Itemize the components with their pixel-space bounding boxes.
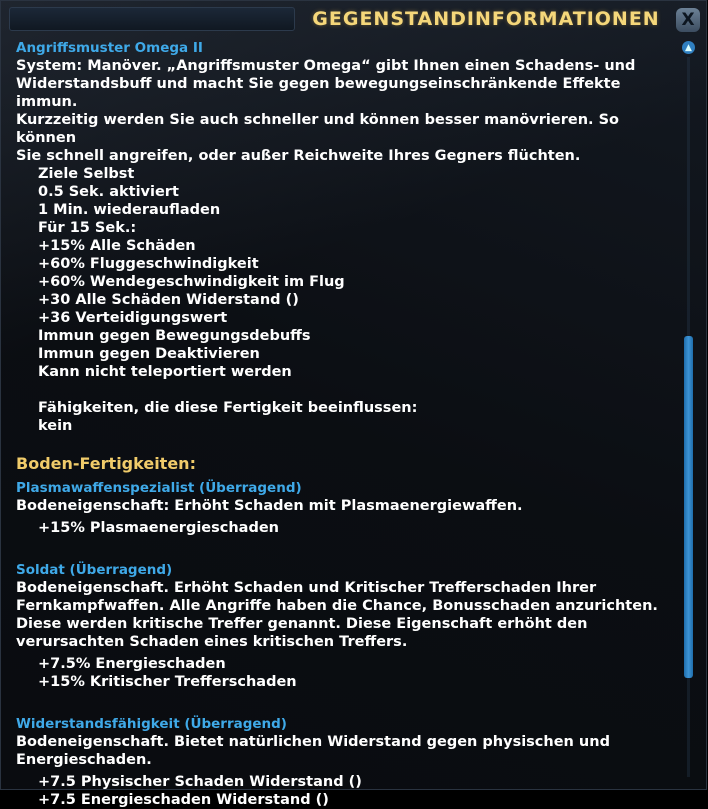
effect-item: Kann nicht teleportiert werden (38, 364, 292, 380)
description-line: Kurzzeitig werden Sie auch schneller und können besser manövrieren. So können (16, 112, 619, 146)
info-content (16, 39, 676, 809)
trait-bonus: +15% Kritischer Trefferschaden (38, 674, 297, 690)
trait-description: Energieschaden. (16, 752, 152, 768)
trait-name: Widerstandsfähigkeit (Überragend) (16, 716, 287, 732)
trait-description: Bodeneigenschaft. Erhöht Schaden und Kritischer Trefferschaden Ihrer (16, 580, 597, 596)
effect-item: Immun gegen Deaktivieren (38, 346, 260, 362)
title-search-field[interactable] (9, 7, 295, 31)
affecting-value: kein (38, 418, 73, 434)
ability-target: Ziele Selbst (38, 166, 135, 182)
ability-recharge: 1 Min. wiederaufladen (38, 202, 221, 218)
description-line: Widerstandsbuff und macht Sie gegen bewegungseinschränkende Effekte immun. (16, 76, 621, 110)
effects-list (16, 237, 676, 381)
ability-activation: 0.5 Sek. aktiviert (38, 184, 179, 200)
effect-item: +30 Alle Schäden Widerstand () (38, 292, 299, 308)
effect-item: +15% Alle Schäden (38, 238, 196, 254)
trait-bonus: +7.5 Energieschaden Widerstand () (38, 792, 329, 808)
ability-duration: Für 15 Sek.: (38, 220, 137, 236)
vertical-scrollbar[interactable] (682, 41, 695, 781)
trait-description: verursachten Schaden eines kritischen Treffers. (16, 634, 408, 650)
titlebar (1, 1, 708, 37)
ability-description (16, 57, 676, 165)
effect-item: +60% Fluggeschwindigkeit (38, 256, 259, 272)
scroll-thumb[interactable] (684, 336, 693, 678)
effect-item: Immun gegen Bewegungsdebuffs (38, 328, 311, 344)
description-line: System: Manöver. „Angriffsmuster Omega“ gibt Ihnen einen Schadens- und (16, 58, 636, 74)
trait-block (16, 715, 676, 809)
ground-skills-heading: Boden-Fertigkeiten: (16, 454, 196, 473)
trait-bonus: +7.5% Energieschaden (38, 656, 226, 672)
trait-description: Fernkampfwaffen. Alle Angriffe haben die Chance, Bonusschaden anzurichten. (16, 598, 658, 614)
trait-description: Diese werden kritische Treffer genannt. Diese Eigenschaft erhöht den (16, 616, 588, 632)
trait-description: Bodeneigenschaft. Bietet natürlichen Widerstand gegen physischen und (16, 734, 610, 750)
trait-block (16, 561, 676, 691)
description-line: Sie schnell angreifen, oder außer Reichweite Ihres Gegners flüchten. (16, 148, 581, 164)
close-button[interactable]: X (676, 8, 700, 32)
trait-bonus: +7.5 Physischer Schaden Widerstand () (38, 774, 362, 790)
trait-description: Bodeneigenschaft: Erhöht Schaden mit Plasmaenergiewaffen. (16, 498, 523, 514)
trait-block (16, 479, 676, 537)
trait-bonus: +15% Plasmaenergieschaden (38, 520, 280, 536)
window-title: GEGENSTANDINFORMATIONEN (312, 8, 660, 30)
scroll-up-icon[interactable]: ▲ (682, 41, 695, 54)
ability-name: Angriffsmuster Omega II (16, 40, 203, 56)
effect-item: +36 Verteidigungswert (38, 310, 228, 326)
effect-item: +60% Wendegeschwindigkeit im Flug (38, 274, 345, 290)
trait-name: Soldat (Überragend) (16, 562, 173, 578)
trait-name: Plasmawaffenspezialist (Überragend) (16, 480, 302, 496)
affecting-label: Fähigkeiten, die diese Fertigkeit beeinflussen: (38, 400, 418, 416)
